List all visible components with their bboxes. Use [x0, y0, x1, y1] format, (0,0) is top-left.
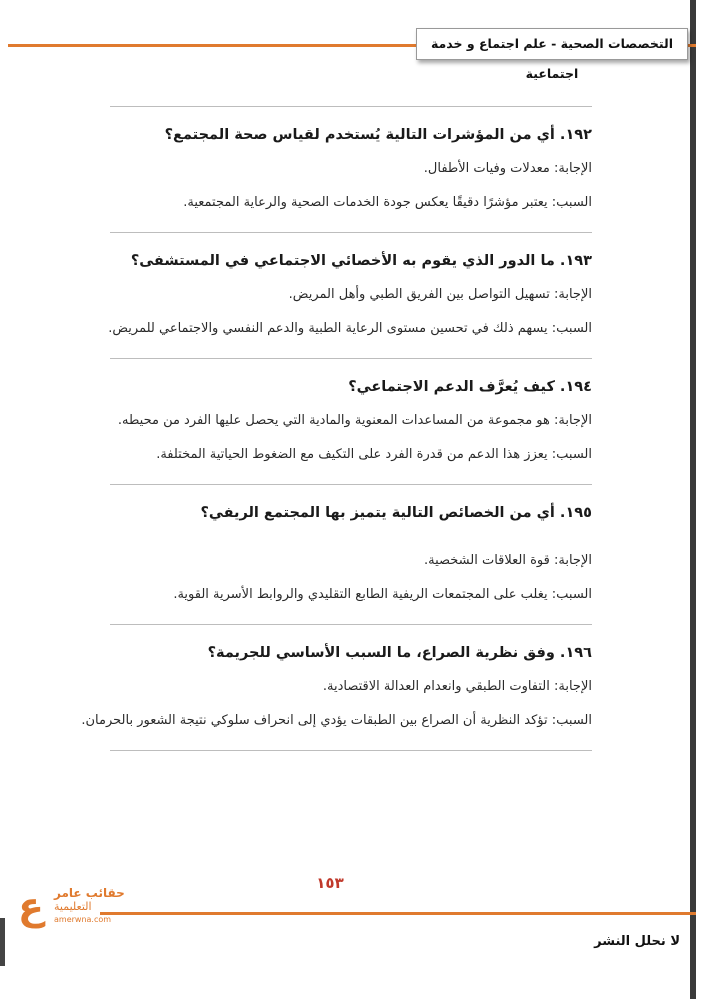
answer-text: الإجابة: قوة العلاقات الشخصية. — [423, 553, 592, 568]
logo-name: حقائب عامر — [54, 886, 125, 900]
footer-rule — [100, 912, 696, 915]
qa-item — [81, 625, 592, 750]
qa-item — [110, 233, 592, 358]
question-text: ١٩٥. أي من الخصائص التالية يتميز بها المجتمع الريفي؟ — [200, 505, 592, 521]
divider — [110, 750, 592, 751]
answer-text: الإجابة: هو مجموعة من المساعدات المعنوية والمادية التي يحصل عليها الفرد من محيطه. — [117, 413, 592, 428]
page-number: ١٥٣ — [316, 874, 344, 892]
question-text: ١٩٤. كيف يُعرَّف الدعم الاجتماعي؟ — [348, 379, 592, 395]
reason-text: السبب: تؤكد النظرية أن الصراع بين الطبقات يؤدي إلى انحراف سلوكي نتيجة الشعور بالحرمان. — [81, 713, 592, 728]
question-text: ١٩٢. أي من المؤشرات التالية يُستخدم لقياس صحة المجتمع؟ — [164, 127, 592, 143]
footer-note: لا نحلل النشر — [594, 934, 680, 949]
answer-text: الإجابة: تسهيل التواصل بين الفريق الطبي وأهل المريض. — [288, 287, 592, 302]
scroll-edge — [0, 918, 5, 966]
answer-text: الإجابة: معدلات وفيات الأطفال. — [423, 161, 592, 176]
reason-text: السبب: يعتبر مؤشرًا دقيقًا يعكس جودة الخدمات الصحية والرعاية المجتمعية. — [183, 195, 592, 210]
qa-item — [110, 359, 592, 484]
question-text: ١٩٣. ما الدور الذي يقوم به الأخصائي الاجتماعي في المستشفى؟ — [130, 253, 592, 269]
header-title: التخصصات الصحية - علم اجتماع و خدمة اجتماعية — [416, 28, 688, 60]
reason-text: السبب: يسهم ذلك في تحسين مستوى الرعاية الطبية والدعم النفسي والاجتماعي للمريض. — [108, 321, 592, 336]
logo-url: amerwna.com — [54, 915, 112, 924]
answer-text: الإجابة: التفاوت الطبقي وانعدام العدالة الاقتصادية. — [322, 679, 592, 694]
logo-subtitle: التعليمية — [54, 900, 92, 913]
publisher-logo — [14, 884, 125, 928]
reason-text: السبب: يعزز هذا الدعم من قدرة الفرد على التكيف مع الضغوط الحياتية المختلفة. — [156, 447, 592, 462]
qa-item — [110, 485, 592, 624]
qa-list — [81, 106, 592, 751]
question-text: ١٩٦. وفق نظرية الصراع، ما السبب الأساسي للجريمة؟ — [207, 645, 592, 661]
reason-text: السبب: يغلب على المجتمعات الريفية الطابع التقليدي والروابط الأسرية القوية. — [173, 587, 592, 602]
qa-item — [110, 107, 592, 232]
logo-mark-icon: ع — [18, 884, 44, 928]
